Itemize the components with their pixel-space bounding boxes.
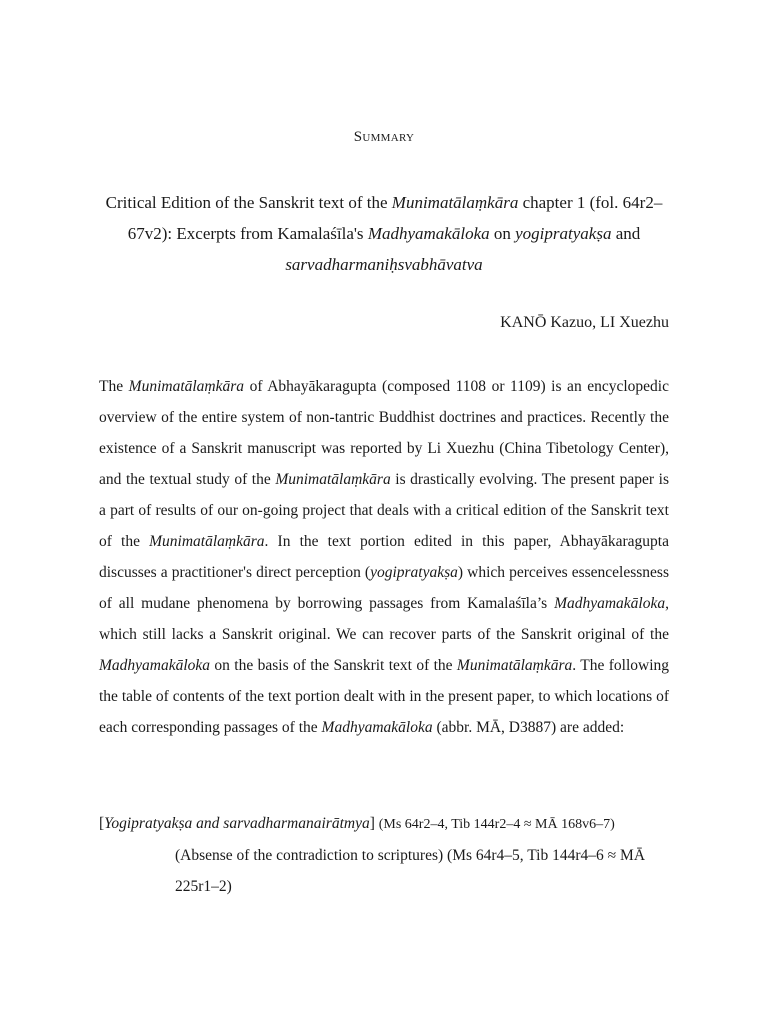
toc-bracket: [ [99,815,105,832]
summary-heading: Summary [353,129,415,145]
abstract-italic-term: Madhyamakāloka [321,719,433,736]
abstract-italic-term: Madhyamakāloka [99,657,211,674]
abstract-italic-term: Munimatālaṃkāra [275,471,391,488]
abstract-text: . In the text portion edited in this paper, Abhayākaragupta discusses a practitioner's direct perception ( [99,533,669,581]
abstract-text: The [99,378,129,395]
title-text: and [611,224,641,243]
title-topic: yogipratyakṣa [515,224,612,243]
title-topic: sarvadharmaniḥsvabhāvatva [285,255,483,274]
abstract-text: (abbr. MĀ, D3887) are added: [432,719,625,736]
toc-main-title: Yogipratyakṣa and sarvadharmanairātmya [104,815,370,832]
abstract-text: ) which perceives essencelessness of all mudane phenomena by borrowing passages from Kamalaśīla’s [99,564,669,612]
toc-main-location: (Ms 64r2–4, Tib 144r2–4 ≈ MĀ 168v6–7) [378,817,615,832]
toc-bracket: ] [369,815,379,832]
toc-entry-main [99,808,679,840]
paper-title [99,187,669,280]
abstract-text: . The following the table of contents of the text portion dealt with in the present paper, to which locations of each corresponding passages of the [99,657,669,736]
abstract-text: , which still lacks a Sanskrit original. We can recover parts of the Sanskrit original of the [99,595,669,643]
toc-entry-sub: (Absense of the contradiction to scriptures) (Ms 64r4–5, Tib 144r4–6 ≈ MĀ 225r1–2) [175,847,646,895]
abstract-text: on the basis of the Sanskrit text of the [210,657,457,674]
abstract-paragraph [99,371,669,743]
title-text: Critical Edition of the Sanskrit text of the [105,193,392,212]
abstract-italic-term: yogipratyakṣa [370,564,458,581]
title-work-name: Munimatālaṃkāra [391,193,519,212]
abstract-italic-term: Munimatālaṃkāra [149,533,265,550]
title-source-name: Madhyamakāloka [367,224,490,243]
table-of-contents [99,808,679,902]
abstract-italic-term: Munimatālaṃkāra [128,378,245,395]
abstract-text: of Abhayākaragupta (composed 1108 or 1109) is an encyclopedic overview of the entire system of non-tantric Buddhist doctrines and practices. Recently the existence of a Sanskrit manuscript was reported by Li Xuezhu (China Tibetology Center), and the textual study of the [99,378,669,488]
authors: KANŌ Kazuo, LI Xuezhu [500,314,669,331]
title-text: chapter 1 (fol. 64r2–67v2): Excerpts from Kamalaśīla's [127,193,663,243]
abstract-text: is drastically evolving. The present paper is a part of results of our on-going project that deals with a critical edition of the Sanskrit text of the [99,471,669,550]
abstract-italic-term: Munimatālaṃkāra [456,657,573,674]
title-text: on [489,224,516,243]
abstract-italic-term: Madhyamakāloka [554,595,666,612]
